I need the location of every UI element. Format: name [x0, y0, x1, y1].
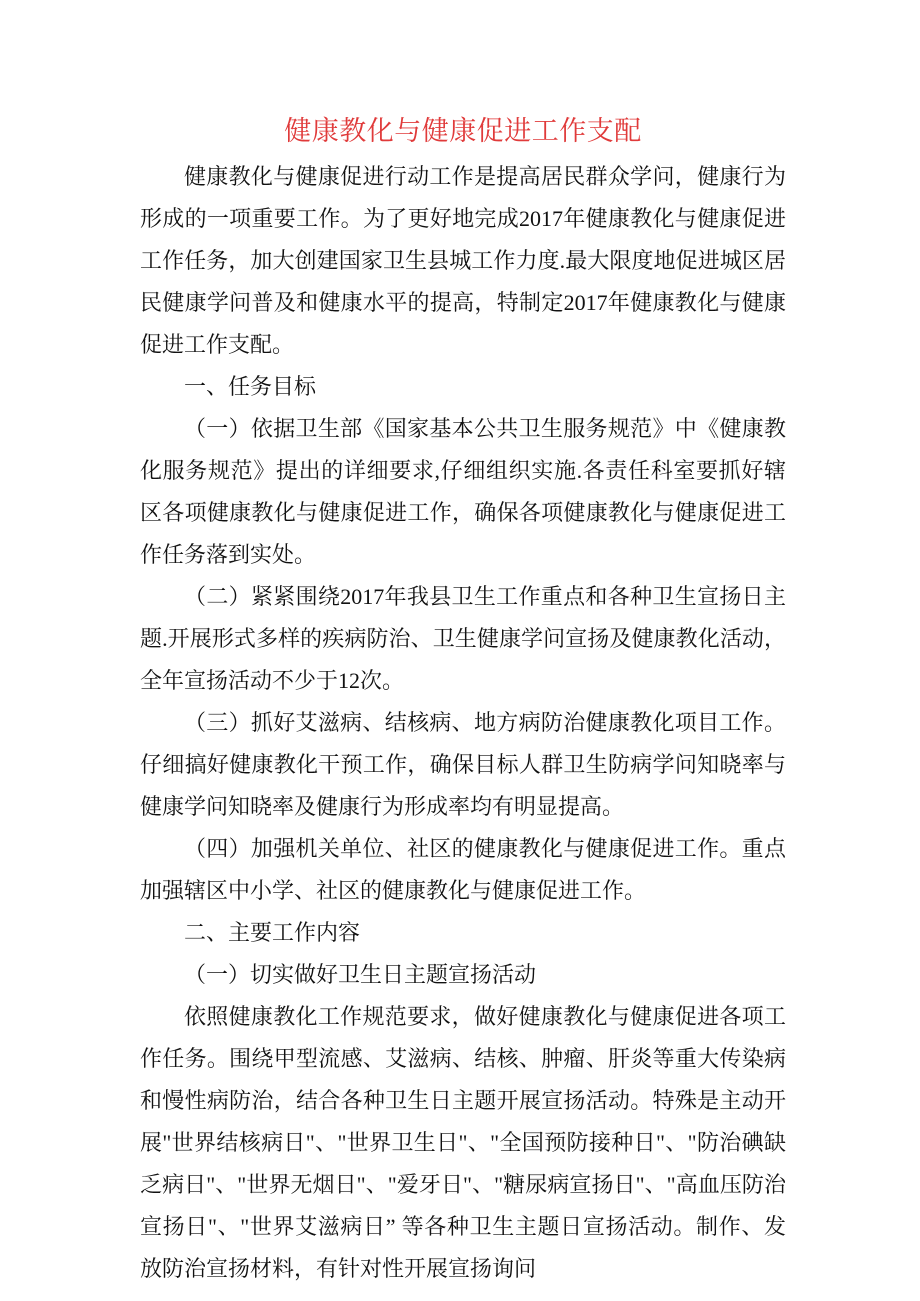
task-item-2-paragraph: （二）紧紧围绕2017年我县卫生工作重点和各种卫生宣扬日主题.开展形式多样的疾病防治、卫生健康学问宣扬及健康教化活动，全年宣扬活动不少于12次。: [140, 584, 786, 693]
task-item-1-paragraph: （一）依据卫生部《国家基本公共卫生服务规范》中《健康教化服务规范》提出的详细要求,仔细组织实施.各责任科室要抓好辖区各项健康教化与健康促进工作，确保各项健康教化与健康促进工作任务落到实处。: [140, 416, 786, 567]
section-1-heading: 一、任务目标: [184, 374, 317, 399]
task-item-4-paragraph: （四）加强机关单位、社区的健康教化与健康促进工作。重点加强辖区中小学、社区的健康教化与健康促进工作。: [140, 836, 786, 903]
section-2-item-1-heading: （一）切实做好卫生日主题宣扬活动: [184, 962, 537, 987]
task-item-3-paragraph: （三）抓好艾滋病、结核病、地方病防治健康教化项目工作。仔细搞好健康教化干预工作，确保目标人群卫生防病学问知晓率与健康学问知晓率及健康行为形成率均有明显提高。: [140, 710, 786, 819]
intro-paragraph: 健康教化与健康促进行动工作是提高居民群众学问，健康行为形成的一项重要工作。为了更好地完成2017年健康教化与健康促进工作任务，加大创建国家卫生县城工作力度.最大限度地促进城区居民健康学问普及和健康水平的提高，特制定2017年健康教化与健康促进工作支配。: [140, 164, 786, 357]
document-title: 健康教化与健康促进工作支配: [284, 116, 642, 146]
health-day-campaign-paragraph: 依照健康教化工作规范要求，做好健康教化与健康促进各项工作任务。围绕甲型流感、艾滋病、结核、肿瘤、肝炎等重大传染病和慢性病防治，结合各种卫生日主题开展宣扬活动。特殊是主动开展"世界结核病日"、"世界卫生日"、"全国预防接种日"、"防治碘缺乏病日"、"世界无烟日"、"爱牙日"、"糖尿病宣扬日"、"高血压防治宣扬日"、"世界艾滋病日” 等各种卫生主题日宣扬活动。制作、发放防治宣扬材料，有针对性开展宣扬询问: [140, 1004, 786, 1281]
section-2-heading: 二、主要工作内容: [184, 920, 361, 945]
